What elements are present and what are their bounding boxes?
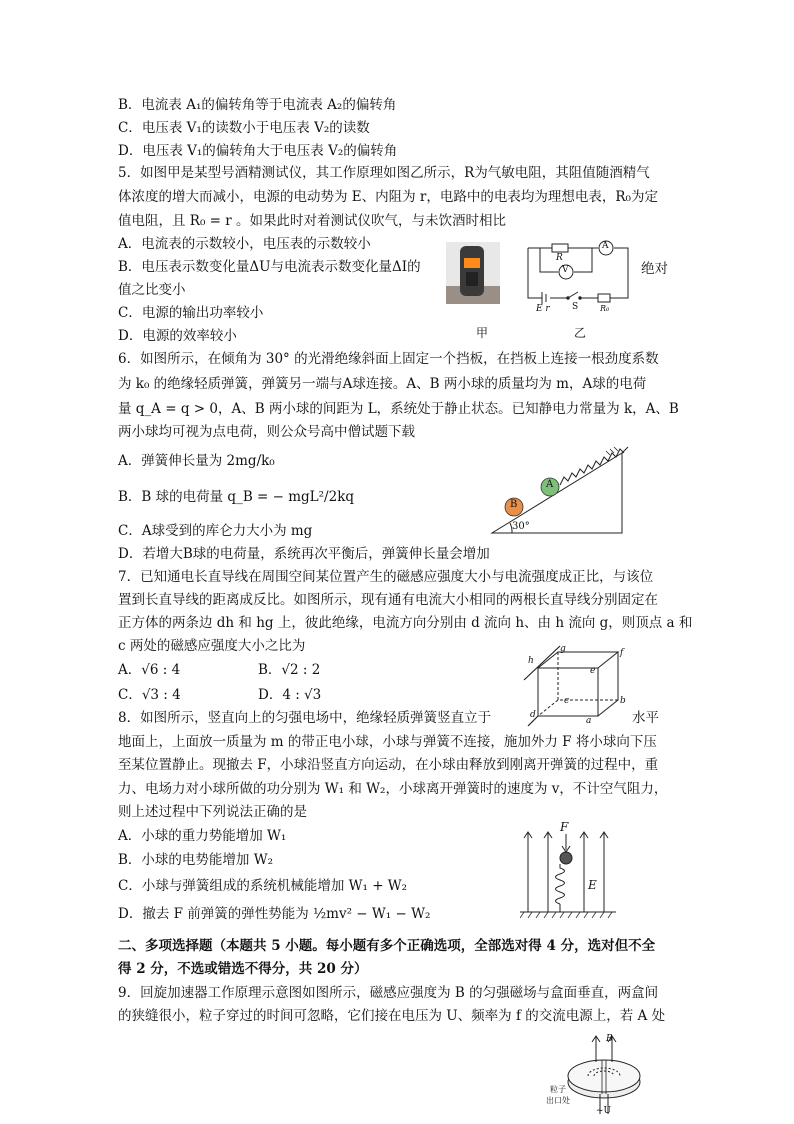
q9-stem-line2: 的狭缝很小，粒子穿过的时间可忽略，它们接在电压为 U、频率为 f 的交流电源上，若 A 处 — [118, 1008, 666, 1024]
exit-label-1: 粒子 — [550, 1085, 566, 1094]
q5-option-d: D．电源的效率较小 — [118, 328, 237, 344]
q7-stem-line4: c 两处的磁感应强度大小之比为 — [118, 638, 306, 654]
battery-label: E r — [536, 304, 550, 314]
vertex-e: e — [590, 666, 596, 676]
vertex-f: f — [620, 648, 624, 658]
q6-stem-line1: 6．如图所示，在倾角为 30° 的光滑绝缘斜面上固定一个挡板，在挡板上连接一根劲度系数 — [118, 351, 659, 367]
q5-option-b-cont: 值之比变小 — [118, 282, 186, 298]
q8-stem-line4: 力、电场力对小球所做的功分别为 W₁ 和 W₂，小球离开弹簧时的速度为 v，不计空气阻力， — [118, 781, 668, 797]
q4-option-b: B．电流表 A₁的偏转角等于电流表 A₂的偏转角 — [118, 97, 397, 113]
q5-option-b: B．电压表示数变化量ΔU与电流表示数变化量ΔI的 — [118, 259, 421, 275]
q6-stem-line3: 量 q_A = q > 0，A、B 两小球的间距为 L，系统处于静止状态。已知静电力常量为 k，A、B — [118, 401, 679, 417]
q6-option-a: A．弹簧伸长量为 2mg/k₀ — [118, 453, 275, 469]
q8-stem-line1: 8．如图所示，竖直向上的匀强电场中，绝缘轻质弹簧竖直立于 — [118, 710, 492, 726]
q8-stem-line5: 则上述过程中下列说法正确的是 — [118, 804, 307, 820]
resistor-r-label: R — [556, 253, 563, 263]
section2-heading-line2: 得 2 分，不选或错选不得分，共 20 分） — [118, 961, 368, 977]
q5-stem-line3: 值电阻，且 R₀ = r 。如果此时对着测试仪吹气，与未饮酒时相比 — [118, 213, 507, 229]
q8-stem-line2: 地面上，上面放一质量为 m 的带正电小球，小球与弹簧不连接，施加外力 F 将小球向下压 — [118, 734, 657, 750]
cube-diagram — [520, 644, 632, 728]
q8-stem-line3: 至某位置静止。现撤去 F，小球沿竖直方向运动，在小球由释放到刚离开弹簧的过程中，重 — [118, 757, 659, 773]
vertex-g: g — [560, 644, 566, 654]
q9-stem-line1: 9．回旋加速器工作原理示意图如图所示，磁感应强度为 B 的匀强磁场与盒面垂直，两盒间 — [118, 985, 659, 1001]
fig-jia-label: 甲 — [476, 326, 489, 340]
q7-stem-line2: 置到长直导线的距离成反比。如图所示，现有通有电流大小相同的两根长直导线分别固定在 — [118, 592, 658, 608]
q4-option-d: D．电压表 V₁的偏转角大于电压表 V₂的偏转角 — [118, 143, 398, 159]
voltage-u-label: ~U — [596, 1106, 612, 1116]
breathalyzer-photo — [446, 242, 500, 304]
q5-option-a: A．电流表的示数较小，电压表的示数较小 — [118, 236, 371, 252]
r0-label: R₀ — [600, 304, 610, 313]
q7-stem-line1: 7．已知通电长直导线在周围空间某位置产生的磁感应强度大小与电流强度成正比，与该位 — [118, 569, 654, 585]
q5-stem-line1: 5．如图甲是某型号酒精测试仪，其工作原理如图乙所示，R为气敏电阻，其阻值随酒精气 — [118, 165, 650, 181]
vertex-h: h — [528, 656, 534, 666]
q6-stem-line2: 为 k₀ 的绝缘轻质弹簧，弹簧另一端与A球连接。A、B 两小球的质量均为 m，A球的电荷 — [118, 376, 647, 392]
q8-option-c: C．小球与弹簧组成的系统机械能增加 W₁ + W₂ — [118, 878, 408, 894]
vertex-c: c — [564, 696, 570, 706]
q8-option-a: A．小球的重力势能增加 W₁ — [118, 828, 287, 844]
force-f-label: F — [560, 820, 569, 834]
ball-b-label: B — [510, 499, 518, 510]
vertex-b: b — [620, 696, 626, 706]
vertex-d: d — [530, 710, 536, 720]
spring-field-diagram — [520, 820, 616, 920]
q6-stem-line4: 两小球均可视为点电荷，则公众号高中僧试题下载 — [118, 424, 415, 440]
field-e-label: E — [588, 878, 597, 892]
q8-side-word: 水平 — [632, 710, 659, 726]
section2-heading-line1: 二、多项选择题（本题共 5 小题。每小题有多个正确选项，全部选对得 4 分，选对但不全 — [118, 938, 656, 954]
q7-stem-line3: 正方体的两条边 dh 和 hg 上，彼此绝缘，电流方向分别由 d 流向 h、由 h 流向 g，则顶点 a 和 — [118, 615, 693, 631]
q6-option-d: D．若增大B球的电荷量，系统再次平衡后，弹簧伸长量会增加 — [118, 546, 490, 562]
circuit-diagram — [520, 238, 632, 320]
q8-option-d: D．撤去 F 前弹簧的弹性势能为 ½mv² − W₁ − W₂ — [118, 906, 431, 922]
voltmeter-label: V — [562, 265, 569, 275]
q7-option-c: C．√3 : 4 — [118, 687, 181, 703]
q7-option-a: A．√6 : 4 — [118, 662, 181, 678]
q5-stem-line2: 体浓度的增大而减小，电源的电动势为 E、内阻为 r，电路中的电表均为理想电表，R₀为定 — [118, 189, 658, 205]
angle-label: 30° — [512, 521, 530, 532]
q6-option-b: B．B 球的电荷量 q_B = − mgL²/2kq — [118, 489, 355, 505]
ball-a-label: A — [546, 479, 554, 490]
incline-diagram — [490, 445, 632, 537]
vertex-a: a — [586, 716, 592, 726]
q5-side-word: 绝对 — [641, 261, 668, 277]
fig-yi-label: 乙 — [574, 326, 587, 340]
q7-option-d: D．4 : √3 — [258, 687, 322, 703]
q7-option-b: B．√2 : 2 — [258, 662, 321, 678]
magnetic-b-label: B — [606, 1034, 613, 1044]
q4-option-c: C．电压表 V₁的读数小于电压表 V₂的读数 — [118, 120, 370, 136]
ammeter-label: A — [602, 241, 609, 251]
q6-option-c: C．A球受到的库仑力大小为 mg — [118, 523, 313, 539]
q5-option-c: C．电源的输出功率较小 — [118, 305, 264, 321]
cyclotron-diagram — [546, 1032, 652, 1120]
switch-label: S — [572, 302, 579, 312]
exit-label-2: 出口处 — [546, 1096, 570, 1105]
q8-option-b: B．小球的电势能增加 W₂ — [118, 852, 273, 868]
